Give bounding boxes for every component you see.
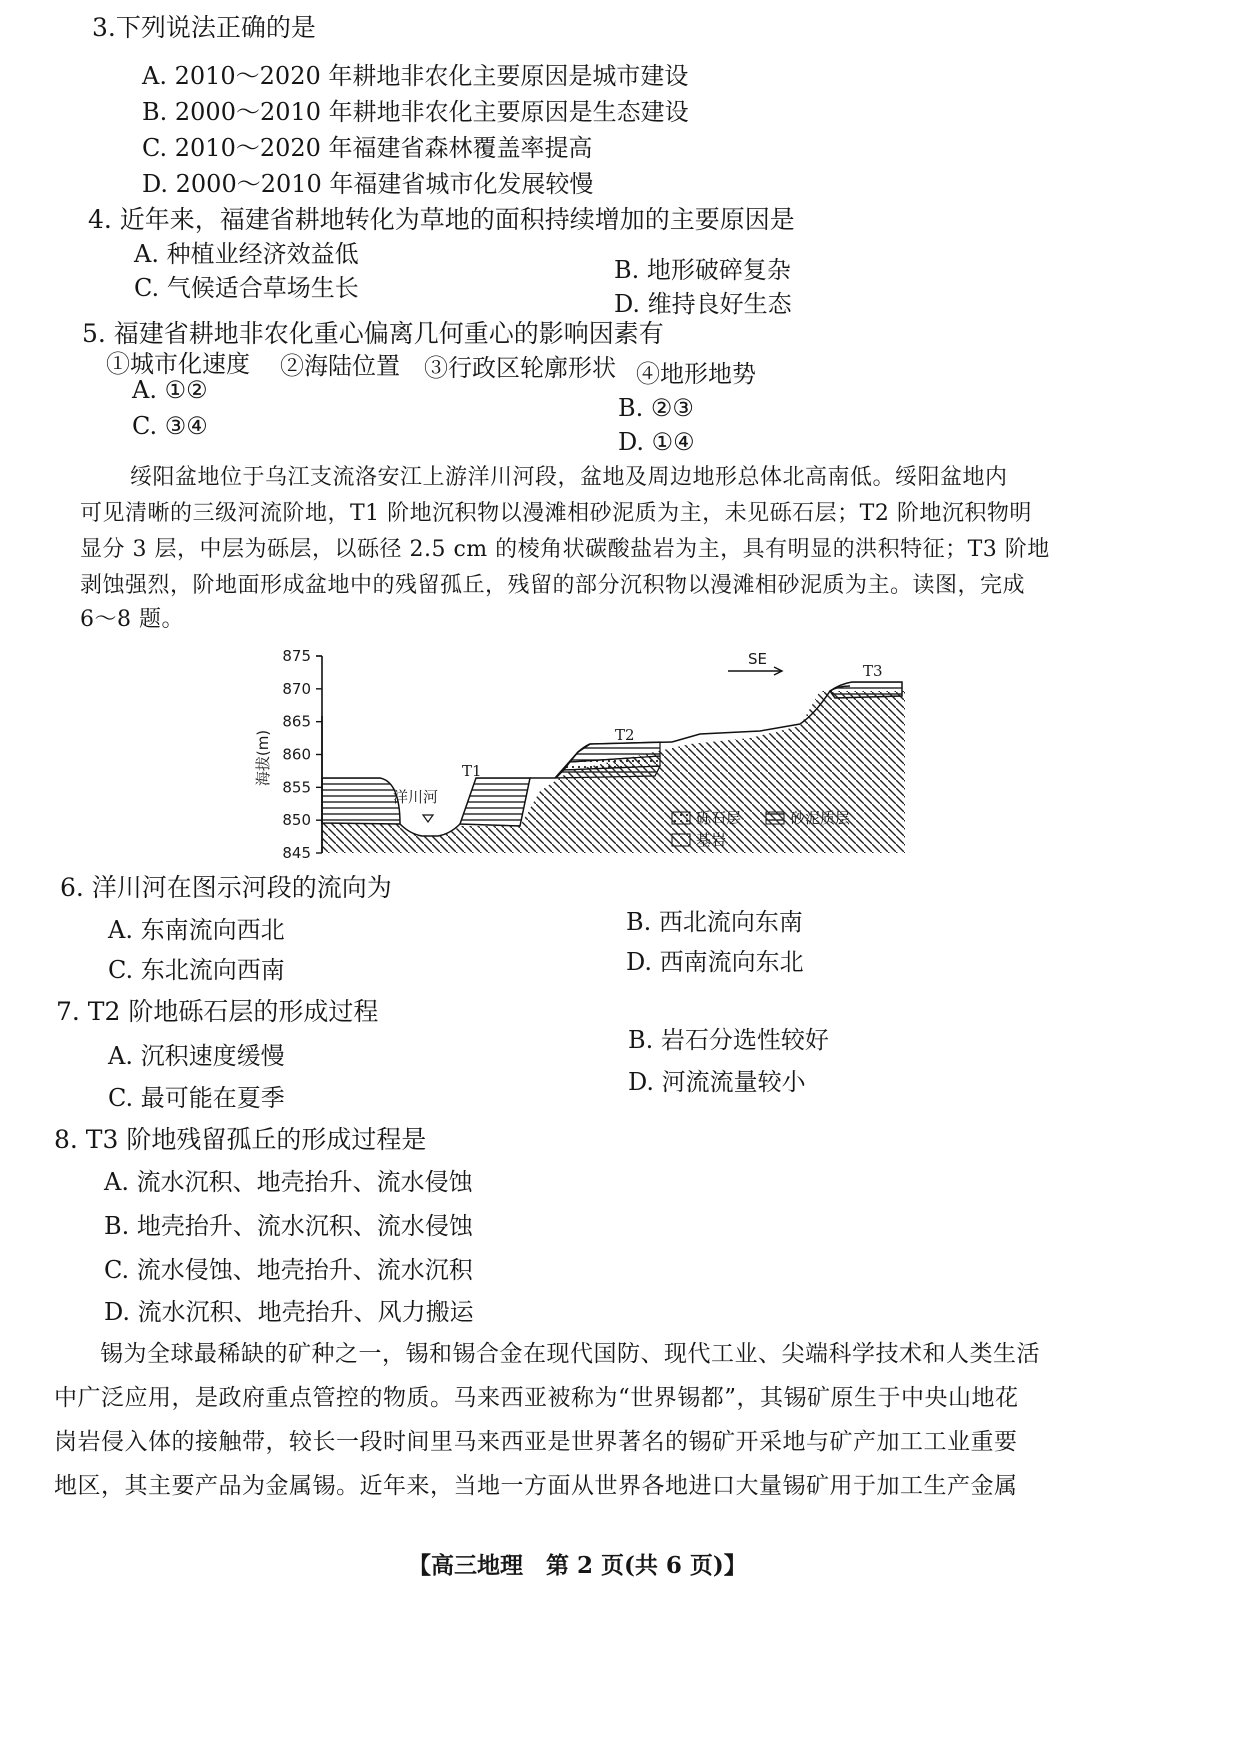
q6-option-d: D. 西南流向东北 (626, 948, 804, 976)
river-water-mark (423, 815, 433, 822)
elevation-axis (254, 640, 374, 860)
legend-sandmud-label: 砂泥质层 (790, 809, 851, 827)
t1-terrace (460, 778, 530, 826)
q3-option-d: D. 2000～2010 年福建省城市化发展较慢 (142, 170, 594, 198)
q8-option-d: D. 流水沉积、地壳抬升、风力搬运 (104, 1298, 474, 1326)
q3-option-a: A. 2010～2020 年耕地非农化主要原因是城市建设 (142, 62, 689, 90)
legend-gravel-label: 砾石层 (696, 809, 742, 827)
t3-label: T3 (863, 662, 883, 680)
q3-option-c: C. 2010～2020 年福建省森林覆盖率提高 (142, 134, 593, 162)
y-tick-label: 845 (282, 844, 311, 862)
q4-option-d: D. 维持良好生态 (614, 290, 792, 318)
q6-option-a: A. 东南流向西北 (108, 916, 285, 944)
y-tick-label: 860 (282, 745, 311, 764)
legend-sandmud-swatch (766, 812, 784, 824)
t3-terrace (830, 682, 902, 698)
q7-option-c: C. 最可能在夏季 (108, 1084, 285, 1112)
q5-factor-4: ④地形地势 (636, 360, 756, 388)
q5-factor-2: ②海陆位置 (280, 352, 400, 380)
direction-label: SE (748, 650, 767, 668)
q4-stem: 4. 近年来，福建省耕地转化为草地的面积持续增加的主要原因是 (88, 205, 795, 234)
y-axis-label: 海拔(m) (254, 729, 272, 787)
y-tick-label: 870 (282, 679, 311, 698)
q7-option-d: D. 河流流量较小 (628, 1068, 806, 1096)
q5-option-a: A. ①② (132, 376, 208, 404)
legend-gravel-swatch (672, 812, 690, 824)
passage2-line-4: 地区，其主要产品为金属锡。近年来，当地一方面从世界各地进口大量锡矿用于加工生产金属 (54, 1473, 1018, 1499)
q7-option-b: B. 岩石分选性较好 (628, 1026, 829, 1054)
q4-option-b: B. 地形破碎复杂 (614, 256, 791, 284)
q8-option-a: A. 流水沉积、地壳抬升、流水侵蚀 (104, 1168, 473, 1196)
passage1-line-3: 显分 3 层，中层为砾层，以砾径 2.5 cm 的棱角状碳酸盐岩为主，具有明显的洪积特征；T3 阶地 (80, 537, 1050, 562)
q6-option-c: C. 东北流向西南 (108, 956, 285, 984)
q6-option-b: B. 西北流向东南 (626, 908, 803, 936)
legend-bedrock-label: 基岩 (696, 831, 727, 849)
passage1-line-5: 6～8 题。 (80, 607, 184, 632)
y-tick-label: 875 (282, 647, 311, 665)
t1-label: T1 (462, 762, 482, 780)
y-tick-label: 850 (282, 811, 311, 830)
passage2-line-1: 锡为全球最稀缺的矿种之一，锡和锡合金在现代国防、现代工业、尖端科学技术和人类生活 (100, 1341, 1040, 1367)
passage1-line-1: 绥阳盆地位于乌江支流洛安江上游洋川河段，盆地及周边地形总体北高南低。绥阳盆地内 (130, 465, 1008, 490)
q3-stem: 3.下列说法正确的是 (92, 13, 316, 42)
q7-option-a: A. 沉积速度缓慢 (108, 1042, 285, 1070)
q8-option-b: B. 地壳抬升、流水沉积、流水侵蚀 (104, 1212, 473, 1240)
q5-factor-1: ①城市化速度 (106, 350, 250, 378)
passage2-line-2: 中广泛应用，是政府重点管控的物质。马来西亚被称为“世界锡都”，其锡矿原生于中央山地花 (54, 1385, 1019, 1411)
q8-stem: 8. T3 阶地残留孤丘的形成过程是 (54, 1125, 427, 1154)
q8-option-c: C. 流水侵蚀、地壳抬升、流水沉积 (104, 1256, 473, 1284)
q5-option-b: B. ②③ (618, 394, 694, 422)
q5-option-d: D. ①④ (618, 428, 695, 456)
page-footer: 【高三地理 第 2 页(共 6 页)】 (408, 1552, 747, 1579)
q7-stem: 7. T2 阶地砾石层的形成过程 (56, 997, 379, 1026)
axis-ticks (282, 647, 322, 862)
passage1-line-2: 可见清晰的三级河流阶地，T1 阶地沉积物以漫滩相砂泥质为主，未见砾石层；T2 阶地沉积物明 (80, 501, 1032, 526)
q3-option-b: B. 2000～2010 年耕地非农化主要原因是生态建设 (142, 98, 689, 126)
q5-stem: 5. 福建省耕地非农化重心偏离几何重心的影响因素有 (82, 319, 664, 348)
y-tick-label: 865 (282, 712, 311, 731)
q5-factor-3: ③行政区轮廓形状 (424, 354, 616, 382)
q6-stem: 6. 洋川河在图示河段的流向为 (60, 873, 392, 902)
legend-bedrock-swatch (672, 834, 690, 846)
passage1-line-4: 剥蚀强烈，阶地面形成盆地中的残留孤丘，残留的部分沉积物以漫滩相砂泥质为主。读图，完成 (80, 573, 1026, 598)
t2-label: T2 (615, 726, 635, 744)
q4-option-a: A. 种植业经济效益低 (134, 240, 359, 268)
q4-option-c: C. 气候适合草场生长 (134, 274, 359, 302)
river-label: 洋川河 (393, 788, 439, 806)
passage2-line-3: 岗岩侵入体的接触带，较长一段时间里马来西亚是世界著名的锡矿开采地与矿产加工工业重要 (54, 1429, 1018, 1455)
y-tick-label: 855 (282, 778, 311, 797)
q5-option-c: C. ③④ (132, 412, 208, 440)
